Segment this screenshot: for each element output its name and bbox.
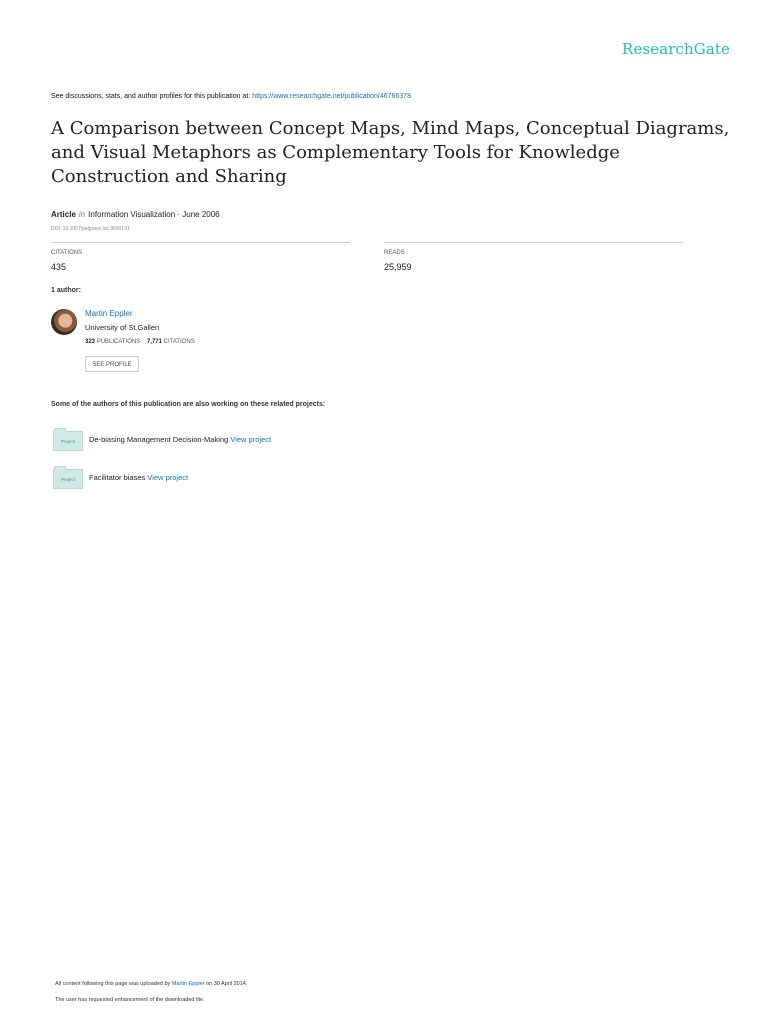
citations-value: 435: [51, 262, 67, 272]
citations-divider: [51, 242, 350, 243]
discussion-line: [51, 93, 411, 100]
journal-date: Information Visualization · June 2006: [88, 210, 220, 219]
in-label: in: [78, 210, 86, 219]
citations-label: CITATIONS: [51, 250, 83, 256]
project-folder-icon: Project: [53, 431, 83, 451]
related-projects-heading: Some of the authors of this publication are also working on these related projects:: [51, 401, 326, 408]
uploader-link[interactable]: Martin Eppler: [171, 981, 205, 987]
publications-count: 323: [85, 339, 96, 345]
project-folder-icon: Project: [53, 469, 83, 489]
author-name-link[interactable]: Martin Eppler: [85, 309, 133, 318]
view-project-link[interactable]: View project: [230, 435, 272, 444]
project-item: [89, 473, 188, 482]
enhancement-note: The user has requested enhancement of the downloaded file.: [55, 997, 205, 1003]
upload-suffix: on 30 April 2014.: [206, 981, 248, 987]
author-stats: [85, 339, 195, 345]
see-profile-button[interactable]: SEE PROFILE: [85, 356, 139, 372]
publications-label: PUBLICATIONS: [96, 339, 141, 345]
reads-label: READS: [384, 250, 405, 256]
publication-meta: [51, 210, 220, 219]
author-citations-label: CITATIONS: [163, 339, 195, 345]
author-citations-count: 7,771: [146, 339, 162, 345]
view-project-link[interactable]: View project: [147, 473, 189, 482]
project-item: [89, 435, 271, 444]
author-institution: University of St.Gallen: [85, 323, 160, 332]
article-type: Article: [51, 210, 76, 219]
reads-divider: [384, 242, 683, 243]
publication-url-link[interactable]: https://www.researchgate.net/publication/46766378: [252, 93, 411, 100]
authors-heading: 1 author:: [51, 287, 81, 294]
researchgate-logo[interactable]: ResearchGate: [622, 40, 730, 58]
publication-title: A Comparison between Concept Maps, Mind Maps, Conceptual Diagrams, and Visual Metaphors as Complementary Tools for Knowledge Construction and Sharing: [51, 118, 730, 187]
upload-prefix: All content following this page was uploaded by: [55, 981, 171, 987]
project-name: De-biasing Management Decision-Making: [89, 435, 229, 444]
reads-value: 25,959: [384, 262, 412, 272]
doi: DOI: 10.1057/palgrave.ivs.9500131: [51, 226, 130, 232]
author-avatar[interactable]: [51, 309, 77, 335]
discussion-text: See discussions, stats, and author profiles for this publication at:: [51, 93, 251, 100]
upload-note: [55, 981, 247, 987]
project-name: Facilitator biases: [89, 473, 146, 482]
